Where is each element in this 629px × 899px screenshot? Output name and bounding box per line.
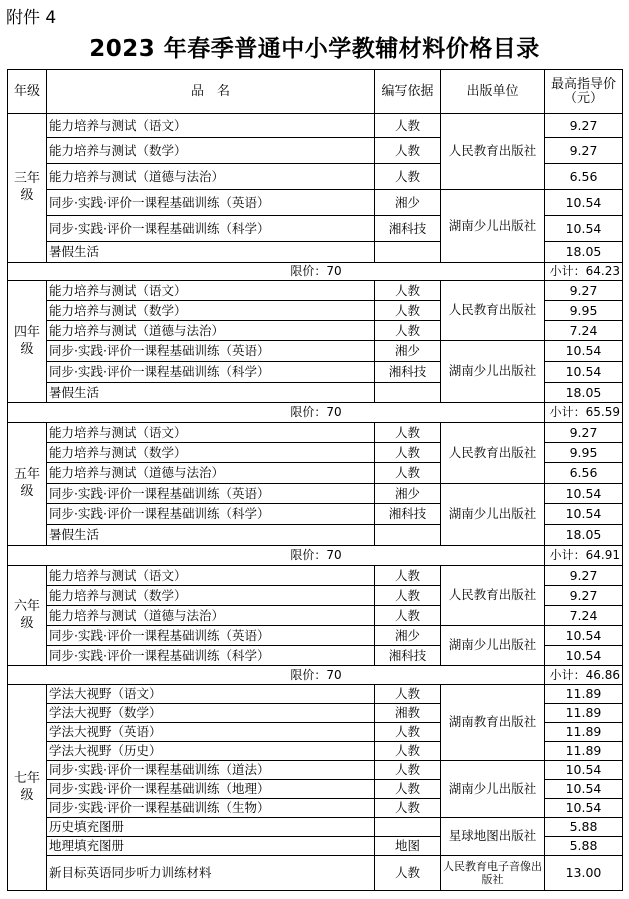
item-basis: 人教 bbox=[375, 443, 441, 463]
table-row bbox=[8, 341, 623, 362]
item-price: 18.05 bbox=[545, 383, 623, 403]
item-name: 能力培养与测试（语文） bbox=[47, 114, 375, 138]
header-price: 最高指导价（元） bbox=[545, 70, 623, 114]
item-name: 同步·实践·评价一课程基础训练（地理） bbox=[47, 780, 375, 799]
subtotal-row bbox=[8, 666, 623, 685]
item-price: 5.88 bbox=[545, 837, 623, 856]
item-basis: 湘少 bbox=[375, 190, 441, 216]
item-name: 学法大视野（英语） bbox=[47, 723, 375, 742]
item-basis: 湘科技 bbox=[375, 362, 441, 383]
item-basis bbox=[375, 242, 441, 263]
table-row bbox=[8, 423, 623, 443]
item-name: 同步·实践·评价一课程基础训练（英语） bbox=[47, 626, 375, 646]
item-name: 同步·实践·评价一课程基础训练（科学） bbox=[47, 216, 375, 242]
publisher-cell: 人民教育出版社 bbox=[441, 114, 545, 190]
header-row bbox=[8, 70, 623, 114]
item-basis: 人教 bbox=[375, 138, 441, 164]
item-basis: 地图 bbox=[375, 837, 441, 856]
item-name: 能力培养与测试（语文） bbox=[47, 281, 375, 301]
item-basis: 人教 bbox=[375, 463, 441, 484]
item-basis: 人教 bbox=[375, 321, 441, 341]
item-name: 同步·实践·评价一课程基础训练（道法） bbox=[47, 761, 375, 780]
item-name: 同步·实践·评价一课程基础训练（科学） bbox=[47, 504, 375, 525]
price-catalog-table bbox=[7, 69, 623, 891]
item-price: 6.56 bbox=[545, 463, 623, 484]
item-price: 7.24 bbox=[545, 321, 623, 341]
item-price: 9.27 bbox=[545, 423, 623, 443]
limit-price: 限价：70 bbox=[8, 403, 545, 423]
item-price: 18.05 bbox=[545, 525, 623, 546]
item-name: 能力培养与测试（数学） bbox=[47, 301, 375, 321]
item-name: 能力培养与测试（数学） bbox=[47, 443, 375, 463]
header-basis: 编写依据 bbox=[375, 70, 441, 114]
item-basis: 人教 bbox=[375, 742, 441, 761]
item-name: 同步·实践·评价一课程基础训练（英语） bbox=[47, 190, 375, 216]
item-price: 5.88 bbox=[545, 818, 623, 837]
item-price: 11.89 bbox=[545, 742, 623, 761]
table-row bbox=[8, 566, 623, 586]
table-row bbox=[8, 626, 623, 646]
subtotal: 小计：65.59 bbox=[545, 403, 623, 423]
item-basis: 湘科技 bbox=[375, 216, 441, 242]
item-name: 历史填充图册 bbox=[47, 818, 375, 837]
publisher-cell: 湖南少儿出版社 bbox=[441, 484, 545, 546]
item-basis bbox=[375, 383, 441, 403]
header-name: 品 名 bbox=[47, 70, 375, 114]
item-name: 新目标英语同步听力训练材料 bbox=[47, 856, 375, 891]
subtotal: 小计：46.86 bbox=[545, 666, 623, 685]
header-grade: 年级 bbox=[8, 70, 47, 114]
publisher-cell: 人民教育出版社 bbox=[441, 423, 545, 484]
item-price: 10.54 bbox=[545, 484, 623, 504]
item-price: 9.95 bbox=[545, 301, 623, 321]
limit-price: 限价：70 bbox=[8, 546, 545, 566]
item-price: 6.56 bbox=[545, 164, 623, 190]
item-name: 能力培养与测试（道德与法治） bbox=[47, 321, 375, 341]
item-price: 10.54 bbox=[545, 761, 623, 780]
table-row bbox=[8, 114, 623, 138]
item-basis: 人教 bbox=[375, 566, 441, 586]
item-name: 同步·实践·评价一课程基础训练（英语） bbox=[47, 341, 375, 362]
item-name: 能力培养与测试（道德与法治） bbox=[47, 164, 375, 190]
item-name: 学法大视野（数学） bbox=[47, 704, 375, 723]
item-basis: 人教 bbox=[375, 301, 441, 321]
item-price: 11.89 bbox=[545, 704, 623, 723]
item-price: 10.54 bbox=[545, 646, 623, 666]
grade-cell: 五年级 bbox=[8, 423, 47, 546]
item-basis bbox=[375, 818, 441, 837]
item-basis: 人教 bbox=[375, 164, 441, 190]
item-basis: 人教 bbox=[375, 761, 441, 780]
item-name: 能力培养与测试（道德与法治） bbox=[47, 463, 375, 484]
item-name: 能力培养与测试（语文） bbox=[47, 423, 375, 443]
item-price: 10.54 bbox=[545, 799, 623, 818]
page-title: 2023 年春季普通中小学教辅材料价格目录 bbox=[89, 36, 540, 62]
item-basis: 人教 bbox=[375, 423, 441, 443]
publisher-cell: 湖南少儿出版社 bbox=[441, 761, 545, 818]
limit-price: 限价：70 bbox=[8, 666, 545, 685]
item-price: 10.54 bbox=[545, 341, 623, 362]
subtotal: 小计：64.91 bbox=[545, 546, 623, 566]
subtotal: 小计：64.23 bbox=[545, 263, 623, 281]
item-price: 10.54 bbox=[545, 504, 623, 525]
item-price: 9.27 bbox=[545, 138, 623, 164]
publisher-cell: 星球地图出版社 bbox=[441, 818, 545, 856]
item-name: 学法大视野（语文） bbox=[47, 685, 375, 704]
item-name: 能力培养与测试（语文） bbox=[47, 566, 375, 586]
item-basis bbox=[375, 525, 441, 546]
grade-cell: 六年级 bbox=[8, 566, 47, 666]
table-row bbox=[8, 281, 623, 301]
table-row bbox=[8, 685, 623, 704]
item-price: 9.27 bbox=[545, 586, 623, 606]
item-basis: 人教 bbox=[375, 856, 441, 891]
grade-cell: 四年级 bbox=[8, 281, 47, 403]
item-basis: 人教 bbox=[375, 586, 441, 606]
limit-price: 限价：70 bbox=[8, 263, 545, 281]
publisher-cell: 人民教育出版社 bbox=[441, 566, 545, 626]
item-name: 能力培养与测试（道德与法治） bbox=[47, 606, 375, 626]
item-basis: 人教 bbox=[375, 780, 441, 799]
item-price: 10.54 bbox=[545, 626, 623, 646]
item-price: 10.54 bbox=[545, 216, 623, 242]
item-name: 暑假生活 bbox=[47, 242, 375, 263]
item-basis: 人教 bbox=[375, 606, 441, 626]
publisher-cell: 湖南教育出版社 bbox=[441, 685, 545, 761]
item-price: 9.95 bbox=[545, 443, 623, 463]
grade-cell: 三年级 bbox=[8, 114, 47, 263]
publisher-cell: 湖南少儿出版社 bbox=[441, 341, 545, 403]
item-name: 地理填充图册 bbox=[47, 837, 375, 856]
item-price: 10.54 bbox=[545, 190, 623, 216]
item-basis: 人教 bbox=[375, 281, 441, 301]
item-price: 10.54 bbox=[545, 780, 623, 799]
table-row bbox=[8, 856, 623, 891]
item-name: 同步·实践·评价一课程基础训练（英语） bbox=[47, 484, 375, 504]
item-name: 同步·实践·评价一课程基础训练（科学） bbox=[47, 646, 375, 666]
grade-cell: 七年级 bbox=[8, 685, 47, 891]
item-basis: 湘少 bbox=[375, 626, 441, 646]
attachment-label: 附件 4 bbox=[6, 8, 57, 28]
item-basis: 人教 bbox=[375, 685, 441, 704]
subtotal-row bbox=[8, 403, 623, 423]
table-row bbox=[8, 761, 623, 780]
item-price: 11.89 bbox=[545, 685, 623, 704]
item-price: 18.05 bbox=[545, 242, 623, 263]
item-price: 9.27 bbox=[545, 281, 623, 301]
subtotal-row bbox=[8, 263, 623, 281]
item-basis: 人教 bbox=[375, 799, 441, 818]
item-basis: 人教 bbox=[375, 114, 441, 138]
publisher-cell: 湖南少儿出版社 bbox=[441, 626, 545, 666]
table-row bbox=[8, 818, 623, 837]
item-name: 同步·实践·评价一课程基础训练（科学） bbox=[47, 362, 375, 383]
item-basis: 湘教 bbox=[375, 704, 441, 723]
item-price: 13.00 bbox=[545, 856, 623, 891]
item-price: 10.54 bbox=[545, 362, 623, 383]
header-publisher: 出版单位 bbox=[441, 70, 545, 114]
item-price: 11.89 bbox=[545, 723, 623, 742]
item-name: 同步·实践·评价一课程基础训练（生物） bbox=[47, 799, 375, 818]
item-name: 能力培养与测试（数学） bbox=[47, 138, 375, 164]
item-name: 能力培养与测试（数学） bbox=[47, 586, 375, 606]
subtotal-row bbox=[8, 546, 623, 566]
item-basis: 人教 bbox=[375, 723, 441, 742]
table-row bbox=[8, 484, 623, 504]
table-row bbox=[8, 190, 623, 216]
item-basis: 湘少 bbox=[375, 341, 441, 362]
item-price: 7.24 bbox=[545, 606, 623, 626]
publisher-cell: 湖南少儿出版社 bbox=[441, 190, 545, 263]
item-price: 9.27 bbox=[545, 114, 623, 138]
item-price: 9.27 bbox=[545, 566, 623, 586]
item-basis: 湘科技 bbox=[375, 646, 441, 666]
item-name: 暑假生活 bbox=[47, 383, 375, 403]
item-basis: 湘少 bbox=[375, 484, 441, 504]
item-basis: 湘科技 bbox=[375, 504, 441, 525]
publisher-cell: 人民教育出版社 bbox=[441, 281, 545, 341]
item-name: 暑假生活 bbox=[47, 525, 375, 546]
item-name: 学法大视野（历史） bbox=[47, 742, 375, 761]
publisher-cell: 人民教育电子音像出版社 bbox=[441, 856, 545, 891]
